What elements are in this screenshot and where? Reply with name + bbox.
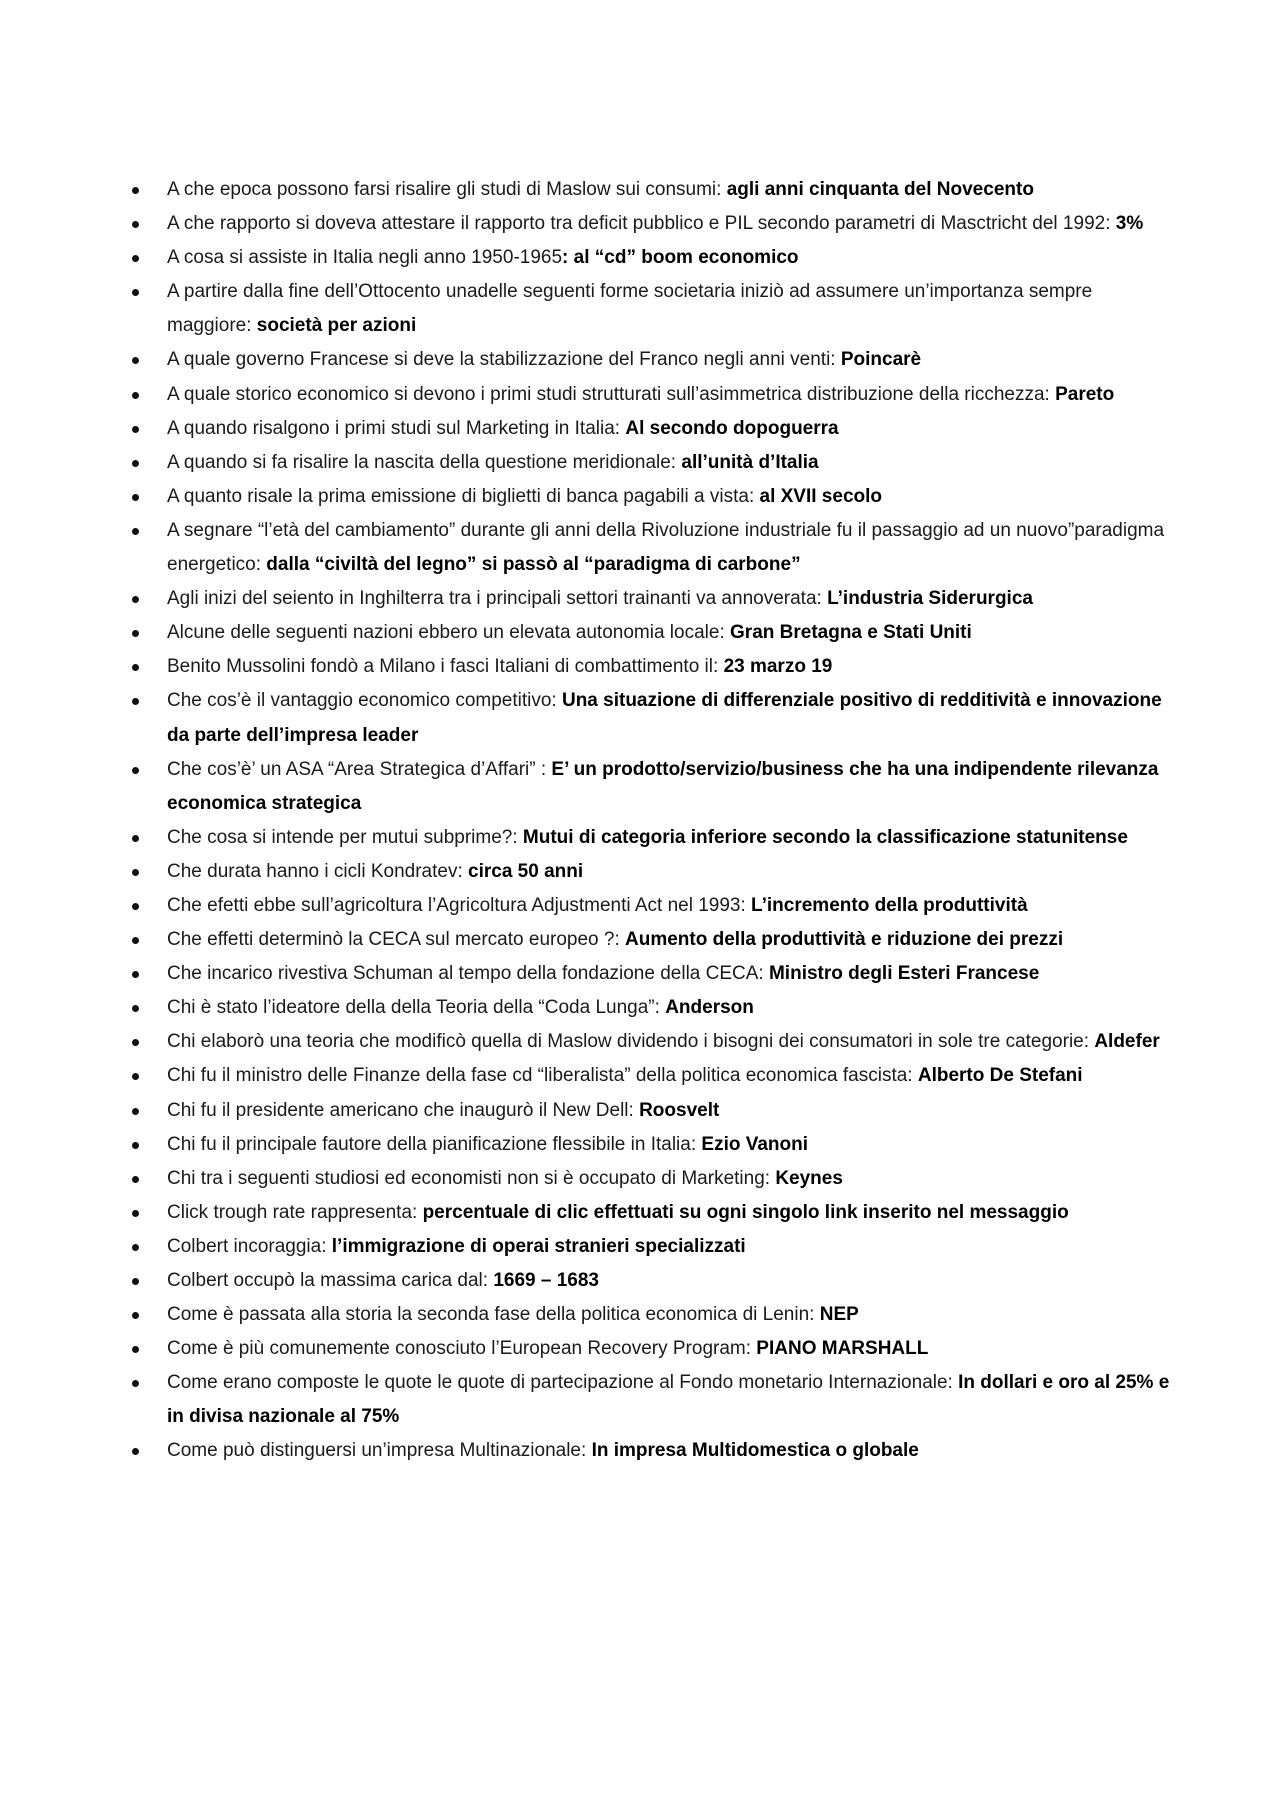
bullet-icon [132, 1448, 139, 1455]
answer-text: Aumento della produttività e riduzione dei prezzi [625, 929, 1064, 951]
bullet-icon [132, 698, 139, 705]
question-text: Come può distinguersi un’impresa Multinazionale: [167, 1440, 592, 1462]
bullet-icon [132, 392, 139, 399]
answer-text: Alberto De Stefani [917, 1065, 1083, 1087]
bullet-icon [132, 1210, 139, 1217]
bullet-icon [132, 460, 139, 467]
answer-text: : al “cd” boom economico [562, 247, 799, 269]
bullet-icon [132, 903, 139, 910]
question-text: A quale storico economico si devono i primi studi strutturati sull’asimmetrica distribuzione della ricchezza: [167, 383, 1056, 405]
bullet-icon [132, 426, 139, 433]
question-text: A che rapporto si doveva attestare il rapporto tra deficit pubblico e PIL secondo parametri di Masctricht del 1992: [167, 213, 1116, 235]
list-item [130, 343, 1170, 377]
list-item [130, 923, 1170, 957]
answer-text: al XVII secolo [759, 485, 882, 507]
bullet-icon [132, 971, 139, 978]
list-item [130, 753, 1170, 821]
question-text: Alcune delle seguenti nazioni ebbero un elevata autonomia locale: [167, 622, 731, 644]
bullet-icon [132, 767, 139, 774]
question-text: Click trough rate rappresenta: [167, 1201, 423, 1223]
question-text: Come è più comunemente conosciuto l’European Recovery Program: [167, 1338, 757, 1360]
question-text: A quale governo Francese si deve la stabilizzazione del Franco negli anni venti: [167, 349, 841, 371]
list-item [130, 1094, 1170, 1128]
answer-text: Mutui di categoria inferiore secondo la classificazione statunitense [522, 826, 1128, 848]
answer-text: l’immigrazione di operai stranieri specializzati [331, 1235, 746, 1257]
bullet-icon [132, 596, 139, 603]
list-item [130, 412, 1170, 446]
bullet-icon [132, 1039, 139, 1046]
answer-text: Roosvelt [639, 1099, 720, 1121]
bullet-icon [132, 835, 139, 842]
list-item [130, 1230, 1170, 1264]
list-item [130, 514, 1170, 582]
answer-text: E’ un prodotto/servizio/business che ha una indipendente rilevanza economica strategica [167, 758, 1159, 814]
bullet-icon [132, 1142, 139, 1149]
list-item [130, 855, 1170, 889]
list-item [130, 582, 1170, 616]
bullet-icon [132, 221, 139, 228]
answer-text: Pareto [1055, 383, 1115, 405]
bullet-icon [132, 357, 139, 364]
bullet-icon [132, 1176, 139, 1183]
list-item [130, 684, 1170, 752]
question-text: A segnare “l’età del cambiamento” durante gli anni della Rivoluzione industriale fu il passaggio ad un nuovo”paradigma energetico: [167, 519, 1165, 576]
answer-text: 1669 – 1683 [493, 1270, 599, 1291]
bullet-icon [132, 1244, 139, 1251]
bullet-icon [132, 494, 139, 501]
question-text: Che cos’è il vantaggio economico competitivo: [167, 690, 562, 712]
answer-text: In dollari e oro al 25% e in divisa nazionale al 75% [167, 1372, 1170, 1428]
list-item [130, 1264, 1170, 1298]
question-text: Che durata hanno i cicli Kondratev: [167, 860, 469, 882]
question-text: Come erano composte le quote le quote di partecipazione al Fondo monetario Internazionale: [167, 1372, 959, 1394]
question-text: Agli inizi del seiento in Inghilterra tra i principali settori trainanti va annoverata: [167, 588, 828, 610]
answer-text: Keynes [775, 1167, 843, 1189]
bullet-icon [132, 869, 139, 876]
bullet-icon [132, 1278, 139, 1285]
answer-text: Una situazione di differenziale positivo di redditività e innovazione da parte dell’impresa leader [167, 690, 1162, 746]
answer-text: Aldefer [1094, 1031, 1160, 1053]
bullet-icon [132, 1380, 139, 1387]
list-item [130, 1196, 1170, 1230]
list-item [130, 1162, 1170, 1196]
list-item [130, 889, 1170, 923]
answer-text: Anderson [665, 997, 754, 1019]
answer-text: In impresa Multidomestica o globale [591, 1440, 919, 1462]
answer-text: Ministro degli Esteri Francese [768, 963, 1040, 985]
answer-text: PIANO MARSHALL [756, 1338, 929, 1360]
answer-text: dalla “civiltà del legno” si passò al “paradigma di carbone” [266, 554, 801, 576]
answer-text: L’incremento della produttività [751, 894, 1028, 916]
list-item [130, 275, 1170, 343]
question-text: Come è passata alla storia la seconda fase della politica economica di Lenin: [167, 1304, 820, 1326]
list-item [130, 1298, 1170, 1332]
list-item [130, 1128, 1170, 1162]
question-text: Che incarico rivestiva Schuman al tempo della fondazione della CECA: [167, 963, 769, 985]
answer-text: Ezio Vanoni [701, 1133, 809, 1155]
bullet-icon [132, 937, 139, 944]
bullet-icon [132, 1312, 139, 1319]
bullet-icon [132, 528, 139, 535]
bullet-icon [132, 664, 139, 671]
question-text: A quando si fa risalire la nascita della questione meridionale: [167, 451, 682, 473]
bullet-icon [132, 1346, 139, 1353]
question-text: A che epoca possono farsi risalire gli studi di Maslow sui consumi: [167, 179, 727, 200]
question-text: Chi fu il principale fautore della pianificazione flessibile in Italia: [167, 1133, 702, 1155]
answer-text: agli anni cinquanta del Novecento [726, 179, 1034, 200]
list-item [130, 173, 1170, 207]
list-item [130, 241, 1170, 275]
answer-text: circa 50 anni [468, 860, 584, 882]
question-text: A partire dalla fine dell’Ottocento unadelle seguenti forme societaria iniziò ad assumere un’importanza sempre maggiore: [167, 281, 1093, 337]
question-text: Che cos’è’ un ASA “Area Strategica d’Affari” : [167, 758, 552, 780]
question-text: A quanto risale la prima emissione di biglietti di banca pagabili a vista: [167, 485, 760, 507]
answer-text: percentuale di clic effettuati su ogni singolo link inserito nel messaggio [422, 1201, 1069, 1223]
question-text: Che effetti determinò la CECA sul mercato europeo ?: [167, 929, 626, 951]
question-text: Colbert incoraggia: [167, 1235, 332, 1257]
list-item [130, 616, 1170, 650]
list-item [130, 446, 1170, 480]
list-item [130, 480, 1170, 514]
list-item [130, 1025, 1170, 1059]
bullet-icon [132, 630, 139, 637]
list-item [130, 207, 1170, 241]
answer-text: Poincarè [840, 349, 922, 371]
bullet-icon [132, 1005, 139, 1012]
question-text: Chi fu il ministro delle Finanze della fase cd “liberalista” della politica economica fascista: [167, 1065, 918, 1087]
list-item [130, 378, 1170, 412]
answer-text: NEP [819, 1304, 859, 1326]
list-item [130, 991, 1170, 1025]
answer-text: all’unità d’Italia [681, 451, 819, 473]
list-item [130, 1059, 1170, 1093]
list-item [130, 1434, 1170, 1468]
answer-text: 3% [1115, 213, 1144, 235]
answer-text: Gran Bretagna e Stati Uniti [730, 622, 972, 644]
question-text: A cosa si assiste in Italia negli anno 1950-1965 [167, 247, 563, 269]
list-item [130, 821, 1170, 855]
question-text: Benito Mussolini fondò a Milano i fasci Italiani di combattimento il: [167, 656, 724, 678]
answer-text: L’industria Siderurgica [827, 588, 1033, 610]
question-answer-list [130, 173, 1170, 1469]
answer-text: 23 marzo 19 [723, 656, 833, 678]
question-text: Che cosa si intende per mutui subprime?: [167, 826, 523, 848]
question-text: Chi tra i seguenti studiosi ed economisti non si è occupato di Marketing: [167, 1167, 776, 1189]
list-item [130, 1366, 1170, 1434]
bullet-icon [132, 1073, 139, 1080]
question-text: A quando risalgono i primi studi sul Marketing in Italia: [167, 417, 626, 439]
list-item [130, 1332, 1170, 1366]
question-text: Colbert occupò la massima carica dal: [167, 1270, 494, 1291]
bullet-icon [132, 187, 139, 194]
question-text: Che efetti ebbe sull’agricoltura l’Agricoltura Adjustmenti Act nel 1993: [167, 894, 752, 916]
answer-text: Al secondo dopoguerra [625, 417, 839, 439]
bullet-icon [132, 255, 139, 262]
list-item [130, 957, 1170, 991]
list-item [130, 650, 1170, 684]
question-text: Chi elaborò una teoria che modificò quella di Maslow dividendo i bisogni dei consumatori in sole tre categorie: [167, 1031, 1095, 1053]
bullet-icon [132, 1108, 139, 1115]
question-text: Chi fu il presidente americano che inaugurò il New Dell: [167, 1099, 640, 1121]
bullet-icon [132, 289, 139, 296]
answer-text: società per azioni [256, 315, 417, 337]
question-text: Chi è stato l’ideatore della della Teoria della “Coda Lunga”: [167, 997, 666, 1019]
